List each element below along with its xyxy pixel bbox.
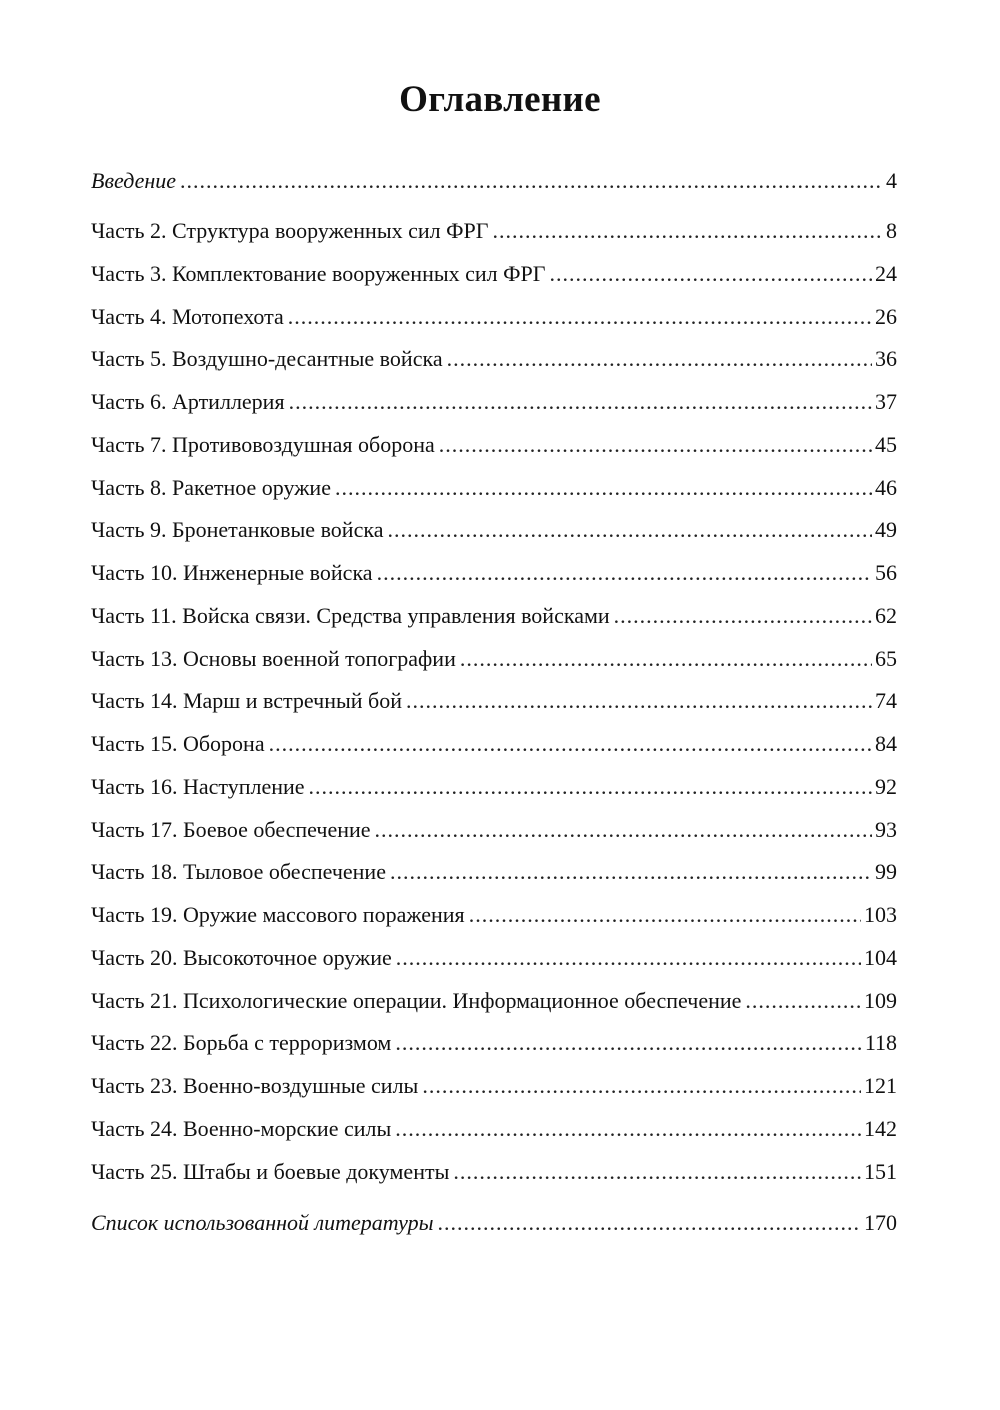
dot-leader [387, 515, 872, 545]
toc-entry-label: Часть 24. Военно-морские силы [91, 1115, 392, 1141]
toc-entry [91, 601, 897, 631]
toc-entry-label: Часть 7. Противовоздушная оборона [91, 431, 435, 457]
toc-entry-page-number: 103 [864, 902, 897, 927]
toc-entry [91, 943, 897, 973]
dot-leader [437, 1208, 861, 1238]
toc-entry [91, 1071, 897, 1101]
toc-entry-label: Список использованной литературы [91, 1210, 434, 1235]
toc-entry-page-number: 62 [875, 602, 897, 628]
toc-entry-page-number: 46 [875, 474, 897, 500]
toc-entry-label: Часть 25. Штабы и боевые документы [91, 1158, 450, 1184]
toc-entry [91, 259, 897, 289]
dot-leader [390, 857, 872, 887]
toc-entry-label: Часть 23. Военно-воздушные силы [91, 1073, 419, 1098]
dot-leader [396, 943, 861, 973]
dot-leader [614, 601, 872, 631]
toc-entry-page-number: 170 [864, 1210, 897, 1235]
toc-entry-page-number: 37 [875, 389, 897, 414]
toc-entry-label: Часть 3. Комплектование вооруженных сил ФРГ [91, 260, 546, 286]
toc-entry-page-number: 65 [875, 645, 897, 671]
dot-leader [395, 1028, 861, 1058]
toc-entry-page-number: 118 [864, 1030, 897, 1056]
dot-leader [377, 558, 872, 588]
toc-entry [91, 302, 897, 332]
toc-entry [91, 166, 897, 196]
toc-entry-page-number: 142 [864, 1115, 897, 1141]
toc-entry-label: Часть 6. Артиллерия [91, 389, 285, 414]
toc-entry [91, 986, 897, 1016]
toc-entry-label: Часть 21. Психологические операции. Информационное обеспечение [91, 987, 742, 1013]
dot-leader [549, 259, 872, 289]
page-title: Оглавление [399, 79, 601, 120]
toc-entry-page-number: 24 [875, 260, 897, 286]
toc-entry-label: Часть 19. Оружие массового поражения [91, 902, 465, 927]
dot-leader [492, 216, 883, 246]
toc-entry-label: Часть 18. Тыловое обеспечение [91, 859, 386, 885]
toc-entry-label: Часть 20. Высокоточное оружие [91, 944, 392, 970]
toc-entry-page-number: 93 [875, 816, 897, 842]
toc-entry [91, 558, 897, 588]
dot-leader [309, 772, 872, 802]
toc-entry-label: Часть 2. Структура вооруженных сил ФРГ [91, 218, 489, 243]
toc-entry-page-number: 4 [886, 168, 897, 193]
toc-entry [91, 216, 897, 246]
toc-entry [91, 387, 897, 417]
dot-leader [469, 900, 861, 930]
toc-entry-page-number: 151 [864, 1158, 897, 1184]
toc-entry [91, 1208, 897, 1238]
toc-entry-page-number: 121 [864, 1073, 897, 1098]
toc-entry [91, 430, 897, 460]
toc-entry-page-number: 36 [875, 346, 897, 372]
toc-entry-page-number: 99 [875, 859, 897, 885]
dot-leader [335, 473, 872, 503]
toc-entry-page-number: 26 [875, 303, 897, 329]
toc-entry [91, 686, 897, 716]
toc-entry [91, 473, 897, 503]
toc-entry [91, 857, 897, 887]
dot-leader [269, 729, 872, 759]
dot-leader [447, 344, 872, 374]
toc-entry-page-number: 84 [875, 731, 897, 756]
dot-leader [375, 815, 872, 845]
toc-entry [91, 515, 897, 545]
toc-entry [91, 1157, 897, 1187]
toc-entry-label: Часть 13. Основы военной топографии [91, 645, 456, 671]
dot-leader [289, 387, 872, 417]
toc-entry-page-number: 104 [864, 944, 897, 970]
toc-entry [91, 1028, 897, 1058]
toc-entry-label: Часть 22. Борьба с терроризмом [91, 1030, 392, 1056]
dot-leader [288, 302, 872, 332]
toc-entry-label: Часть 16. Наступление [91, 773, 305, 799]
toc-entry-label: Часть 15. Оборона [91, 731, 265, 756]
dot-leader [453, 1157, 861, 1187]
toc-entry-page-number: 74 [875, 688, 897, 714]
toc-entry [91, 644, 897, 674]
toc-entry-label: Часть 11. Войска связи. Средства управления войсками [91, 602, 610, 628]
toc-entry-page-number: 92 [875, 773, 897, 799]
toc-entry-label: Часть 10. Инженерные войска [91, 560, 373, 585]
toc-entry-page-number: 109 [864, 987, 897, 1013]
dot-leader [422, 1071, 861, 1101]
toc-entry [91, 1114, 897, 1144]
toc-entry-label: Часть 5. Воздушно-десантные войска [91, 346, 443, 372]
toc-entry [91, 900, 897, 930]
toc-entry-label: Часть 8. Ракетное оружие [91, 474, 331, 500]
toc-entry [91, 344, 897, 374]
toc-entry-label: Часть 14. Марш и встречный бой [91, 688, 402, 714]
toc-entry-label: Часть 4. Мотопехота [91, 303, 284, 329]
toc-entry-label: Часть 17. Боевое обеспечение [91, 816, 371, 842]
toc-entry-page-number: 8 [886, 218, 897, 243]
dot-leader [395, 1114, 861, 1144]
dot-leader [439, 430, 872, 460]
toc-entry-page-number: 56 [875, 560, 897, 585]
toc-entry-label: Часть 9. Бронетанковые войска [91, 517, 384, 543]
toc-entry-page-number: 45 [875, 431, 897, 457]
toc-entry [91, 815, 897, 845]
dot-leader [406, 686, 872, 716]
toc-entry [91, 729, 897, 759]
toc-entry [91, 772, 897, 802]
toc-entry-label: Введение [91, 168, 177, 193]
dot-leader [180, 166, 883, 196]
dot-leader [460, 644, 872, 674]
toc-entry-page-number: 49 [875, 517, 897, 543]
dot-leader [745, 986, 861, 1016]
